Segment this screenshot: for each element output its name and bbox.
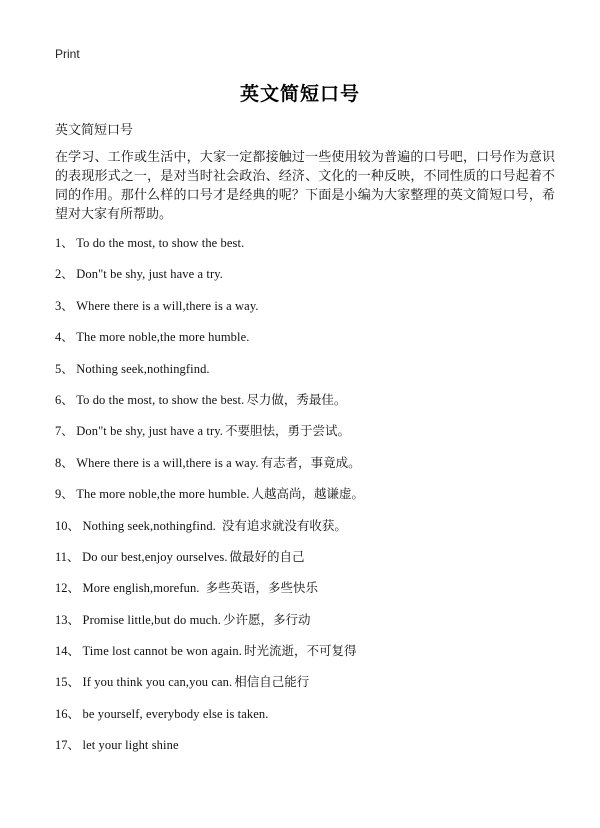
slogan-number: 16 [55, 706, 68, 721]
slogan-number: 10 [55, 518, 68, 533]
slogan-separator: 、 [61, 236, 74, 250]
slogan-number: 1 [55, 236, 62, 250]
slogan-item [55, 265, 575, 296]
slogan-number: 12 [55, 581, 68, 596]
intro-paragraph: 在学习、工作或生活中，大家一定都接触过一些使用较为普遍的口号吧，口号作为意识的表现形式之一，是对当时社会政治、经济、文化的一种反映，不同性质的口号起着不同的作用。那什么样的口号才是经典的呢？下面是小编为大家整理的英文简短口号，希望对大家有所帮助。 [55, 150, 555, 222]
slogan-item [55, 328, 575, 359]
slogan-item [55, 517, 575, 548]
slogan-separator: 、 [61, 392, 74, 407]
slogan-chinese: 没有追求就没有收获。 [217, 517, 347, 533]
slogan-number: 2 [55, 267, 62, 282]
slogan-item [55, 705, 575, 736]
slogan-separator: 、 [61, 361, 74, 376]
slogan-item [55, 673, 575, 704]
slogan-english: Do our best,enjoy ourselves. [82, 549, 228, 564]
slogan-separator: 、 [67, 675, 80, 690]
slogan-item [55, 736, 575, 767]
slogan-english: Where there is a will,there is a way. [76, 455, 259, 470]
slogan-chinese: 尽力做，秀最佳。 [246, 391, 347, 407]
slogan-english: Time lost cannot be won again. [82, 644, 242, 659]
slogan-item [55, 454, 575, 485]
slogan-separator: 、 [61, 455, 74, 470]
slogan-english: To do the most, to show the best. [76, 236, 245, 250]
slogan-item [55, 422, 575, 453]
slogan-separator: 、 [61, 487, 74, 502]
slogan-separator: 、 [67, 612, 80, 627]
slogan-number: 4 [55, 330, 62, 345]
slogan-english: let your light shine [82, 738, 179, 753]
slogan-number: 9 [55, 487, 62, 502]
slogan-chinese: 人越高尚，越谦虚。 [251, 486, 364, 502]
slogan-english: To do the most, to show the best. [76, 392, 245, 407]
slogan-separator: 、 [61, 424, 74, 439]
slogan-chinese: 时光流逝，不可复得 [243, 643, 357, 659]
slogan-chinese: 相信自己能行 [234, 674, 310, 690]
slogan-separator: 、 [61, 298, 74, 313]
slogan-english: Promise little,but do much. [82, 612, 221, 627]
slogan-english: The more noble,the more humble. [76, 487, 250, 502]
slogan-separator: 、 [67, 738, 80, 753]
slogan-chinese: 有志者，事竟成。 [260, 454, 361, 470]
slogan-english: Don"t be shy, just have a try. [76, 267, 223, 282]
slogan-number: 17 [55, 738, 68, 753]
slogan-english: Nothing seek,nothingfind. [76, 361, 210, 376]
slogan-number: 7 [55, 424, 62, 439]
slogan-english: If you think you can,you can. [82, 675, 233, 690]
slogan-list [55, 234, 575, 768]
slogan-separator: 、 [61, 330, 74, 345]
slogan-number: 6 [55, 392, 62, 407]
slogan-item [55, 579, 575, 610]
slogan-number: 11 [55, 549, 68, 564]
slogan-chinese: 少许愿，多行动 [222, 611, 311, 627]
slogan-number: 15 [55, 675, 68, 690]
slogan-english: be yourself, everybody else is taken. [82, 706, 269, 721]
slogan-item [55, 642, 575, 673]
slogan-separator: 、 [67, 706, 80, 721]
slogan-chinese: 多些英语，多些快乐 [201, 580, 319, 596]
slogan-item [55, 611, 575, 642]
slogan-number: 14 [55, 644, 68, 659]
document-subtitle: 英文简短口号 [55, 123, 134, 138]
slogan-number: 13 [55, 612, 68, 627]
slogan-number: 8 [55, 455, 62, 470]
slogan-number: 5 [55, 361, 62, 376]
slogan-chinese: 做最好的自己 [229, 548, 305, 564]
slogan-separator: 、 [67, 581, 80, 596]
slogan-number: 3 [55, 298, 62, 313]
slogan-separator: 、 [67, 549, 80, 564]
slogan-item [55, 297, 575, 328]
slogan-separator: 、 [67, 644, 80, 659]
slogan-item [55, 548, 575, 579]
slogan-item [55, 234, 575, 265]
slogan-item [55, 485, 575, 516]
print-label: Print [55, 47, 80, 61]
slogan-item [55, 391, 575, 422]
slogan-item [55, 360, 575, 391]
slogan-english: Don"t be shy, just have a try. [76, 424, 223, 439]
slogan-english: Where there is a will,there is a way. [76, 298, 259, 313]
slogan-separator: 、 [61, 267, 74, 282]
slogan-english: The more noble,the more humble. [76, 330, 250, 345]
slogan-separator: 、 [67, 518, 80, 533]
document-title: 英文简短口号 [239, 83, 360, 105]
slogan-chinese: 不要胆怯，勇于尝试。 [225, 423, 351, 439]
slogan-english: More english,morefun. [82, 581, 200, 596]
slogan-english: Nothing seek,nothingfind. [82, 518, 216, 533]
